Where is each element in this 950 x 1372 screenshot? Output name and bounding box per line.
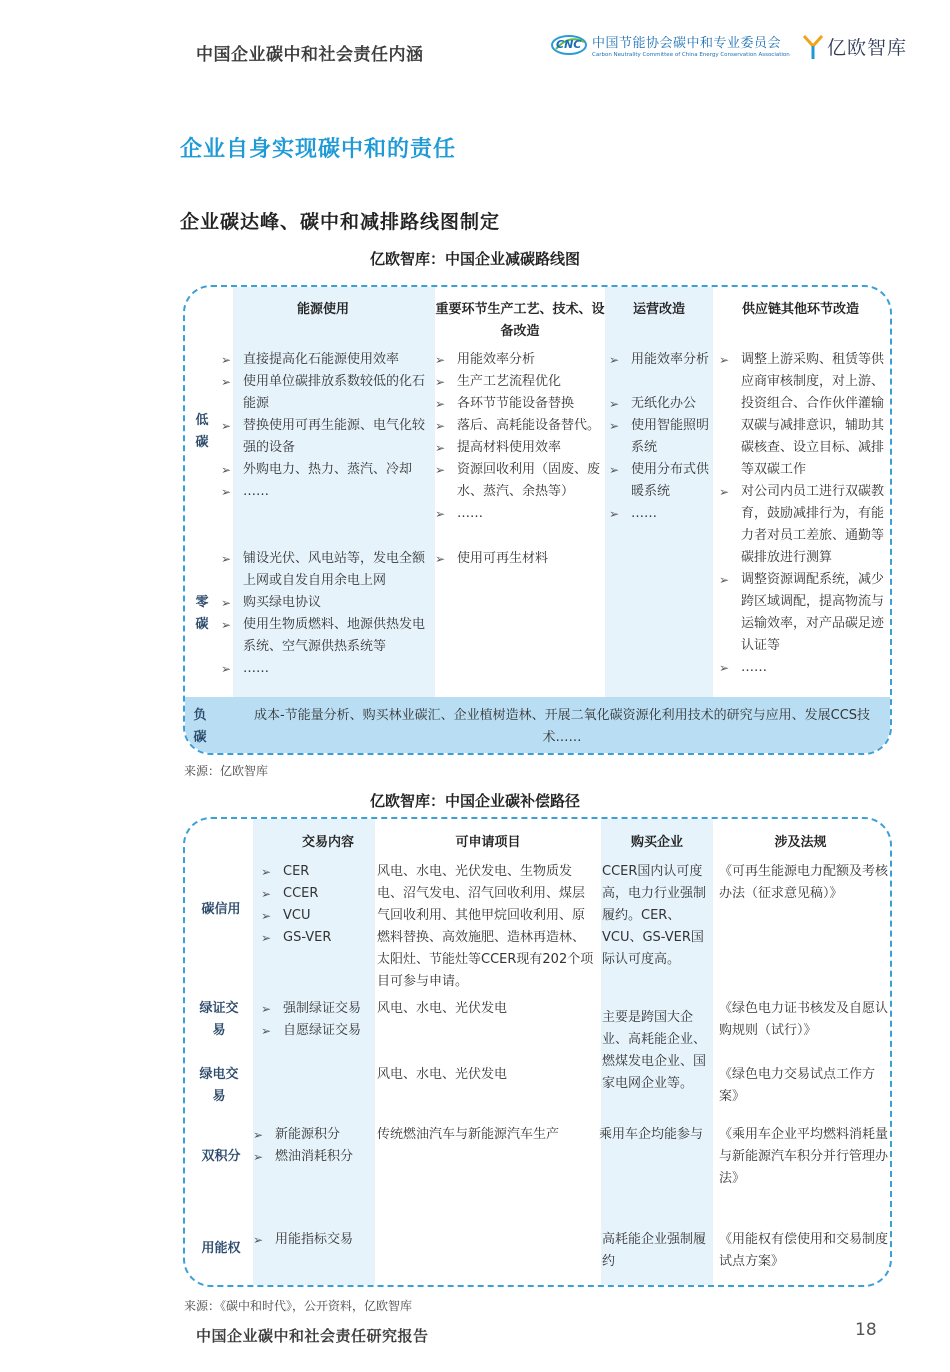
energy-right-regulation: 《用能权有偿使用和交易制度试点方案》 [719,1232,889,1269]
header-trade-content: 交易内容 [301,835,354,850]
header-buyers: 购买企业 [630,835,683,850]
process-zero-item: ➢ 使用可再生材料 [435,551,549,566]
yiou-logo [802,32,907,60]
header-energy-use: 能源使用 [296,302,349,317]
list-item: ➢ 铺设光伏、风电站等，发电全额上网或自发自用余电上网 [221,551,426,588]
list-item: ➢ 使用智能照明系统 [609,418,710,455]
list-item: ➢ …… [609,506,657,521]
list-item: ➢ 购买绿电协议 [221,595,322,610]
green-cert-regulation: 《绿色电力证书核发及自愿认购规则（试行）》 [719,1001,889,1038]
list-item: ➢ …… [719,660,767,675]
list-item: ➢ 用能指标交易 [253,1232,354,1247]
list-item: ➢ 各环节节能设备替换 [435,396,575,411]
page-number: 18 [855,1320,877,1340]
list-item: ➢ 用能效率分析 [609,352,710,367]
row-label-negative-carbon: 负碳 [193,708,207,745]
cnc-logo [550,32,790,58]
green-power-regulation: 《绿色电力交易试点工作方案》 [719,1067,876,1104]
header-operations: 运营改造 [632,302,685,317]
cnc-logo-icon [550,32,588,58]
row-label-green-power: 绿电交易 [199,1067,239,1104]
running-header-title: 中国企业碳中和社会责任内涵 [196,45,424,65]
dual-buyers: 乘用车企均能参与 [599,1127,704,1142]
list-item: ➢ 使用生物质燃料、地源供热发电系统、空气源供热系统等 [221,617,426,654]
compensation-table [183,817,892,1287]
list-item: ➢ 外购电力、热力、蒸汽、冷却 [221,462,413,477]
header-projects: 可申请项目 [455,835,521,850]
yiou-logo-icon [802,32,824,60]
roadmap-source: 来源：亿欧智库 [184,764,269,778]
cnc-abbr: CNC [556,38,582,51]
list-item: ➢ …… [435,506,483,521]
list-item: ➢ VCU [261,908,311,923]
footer-report-title: 中国企业碳中和社会责任研究报告 [196,1327,429,1345]
list-item: ➢ CER [261,864,310,879]
list-item: ➢ GS-VER [261,930,332,945]
cnc-name-cn: 中国节能协会碳中和专业委员会 [592,36,782,51]
row-label-energy-right: 用能权 [201,1241,241,1256]
list-item: ➢ 使用分布式供暖系统 [609,462,710,499]
green-power-projects: 风电、水电、光伏发电 [377,1067,508,1082]
list-item: ➢ CCER [261,886,319,901]
list-item: ➢ …… [221,661,269,676]
negative-carbon-text: 成本-节能量分析、购买林业碳汇、企业植树造林、开展二氧化碳资源化利用技术的研究与应用、发展CCS技术…… [253,708,871,745]
energy-right-buyers: 高耗能企业强制履约 [602,1232,707,1269]
header-process: 重要环节生产工艺、技术、设备改造 [435,302,605,339]
list-item: ➢ 资源回收利用（固废、废水、蒸汽、余热等） [435,462,601,499]
list-item: ➢ 燃油消耗积分 [253,1149,354,1164]
brand-name: 亿欧智库 [827,36,908,59]
list-item: ➢ 替换使用可再生能源、电气化较强的设备 [221,418,426,455]
list-item: ➢ 调整资源调配系统，减少跨区域调配，提高物流与运输效率，对产品碳足迹认证等 [719,572,885,653]
list-item: ➢ 生产工艺流程优化 [435,374,562,389]
credit-regulation: 《可再生能源电力配额及考核办法（征求意见稿）》 [719,864,889,901]
list-item: ➢ 使用单位碳排放系数较低的化石能源 [221,374,426,411]
header-regulations: 涉及法规 [774,835,827,850]
row-label-zero-carbon: 零碳 [195,595,209,632]
green-cert-projects: 风电、水电、光伏发电 [377,1001,508,1016]
cnc-name-en: Carbon Neutrality Committee of China Energy Conservation Association [592,52,790,58]
roadmap-table [183,285,892,755]
list-item: ➢ 提高材料使用效率 [435,440,562,455]
list-item: ➢ …… [221,484,269,499]
header-supply-chain: 供应链其他环节改造 [741,302,859,317]
list-item: ➢ 用能效率分析 [435,352,536,367]
row-label-green-cert: 绿证交易 [199,1001,239,1038]
roadmap-title: 亿欧智库：中国企业减碳路线图 [369,250,580,268]
row-label-carbon-credit: 碳信用 [201,902,241,917]
list-item: ➢ 无纸化办公 [609,396,697,411]
subsection-title: 企业碳达峰、碳中和减排路线图制定 [180,211,501,233]
row-label-low-carbon: 低碳 [195,413,209,450]
list-item: ➢ 自愿绿证交易 [261,1023,362,1038]
credit-buyers: CCER国内认可度高，电力行业强制履约。CER、VCU、GS-VER国际认可度高。 [602,864,707,967]
credit-projects: 风电、水电、光伏发电、生物质发电、沼气发电、沼气回收利用、煤层气回收利用、其他甲烷回收利用、原燃料替换、高效施肥、造林再造林、太阳灶、节能灶等CCER现有202个项目可参与申请。 [377,864,594,989]
compensation-title: 亿欧智库：中国企业碳补偿路径 [369,792,580,810]
list-item: ➢ 强制绿证交易 [261,1001,362,1016]
list-item: ➢ 落后、高耗能设备替代。 [435,418,601,433]
list-item: ➢ 直接提高化石能源使用效率 [221,352,400,367]
compensation-source: 来源：《碳中和时代》，公开资料，亿欧智库 [184,1299,413,1313]
list-item: ➢ 调整上游采购、租赁等供应商审核制度，对上游、投资组合、合作伙伴灌输双碳与减排意识，辅助其碳核查、设立目标、减排等双碳工作 [719,352,885,477]
section-title: 企业自身实现碳中和的责任 [180,137,457,162]
list-item: ➢ 对公司内员工进行双碳教育，鼓励减排行为，有能力者对员工差旅、通勤等碳排放进行测算 [719,484,885,565]
row-label-dual-credit: 双积分 [201,1149,241,1164]
shared-buyers: 主要是跨国大企业、高耗能企业、燃煤发电企业、国家电网企业等。 [602,1010,707,1091]
list-item: ➢ 新能源积分 [253,1127,341,1142]
dual-projects: 传统燃油汽车与新能源汽车生产 [377,1127,560,1142]
dual-regulation: 《乘用车企业平均燃料消耗量与新能源汽车积分并行管理办法》 [719,1127,889,1186]
